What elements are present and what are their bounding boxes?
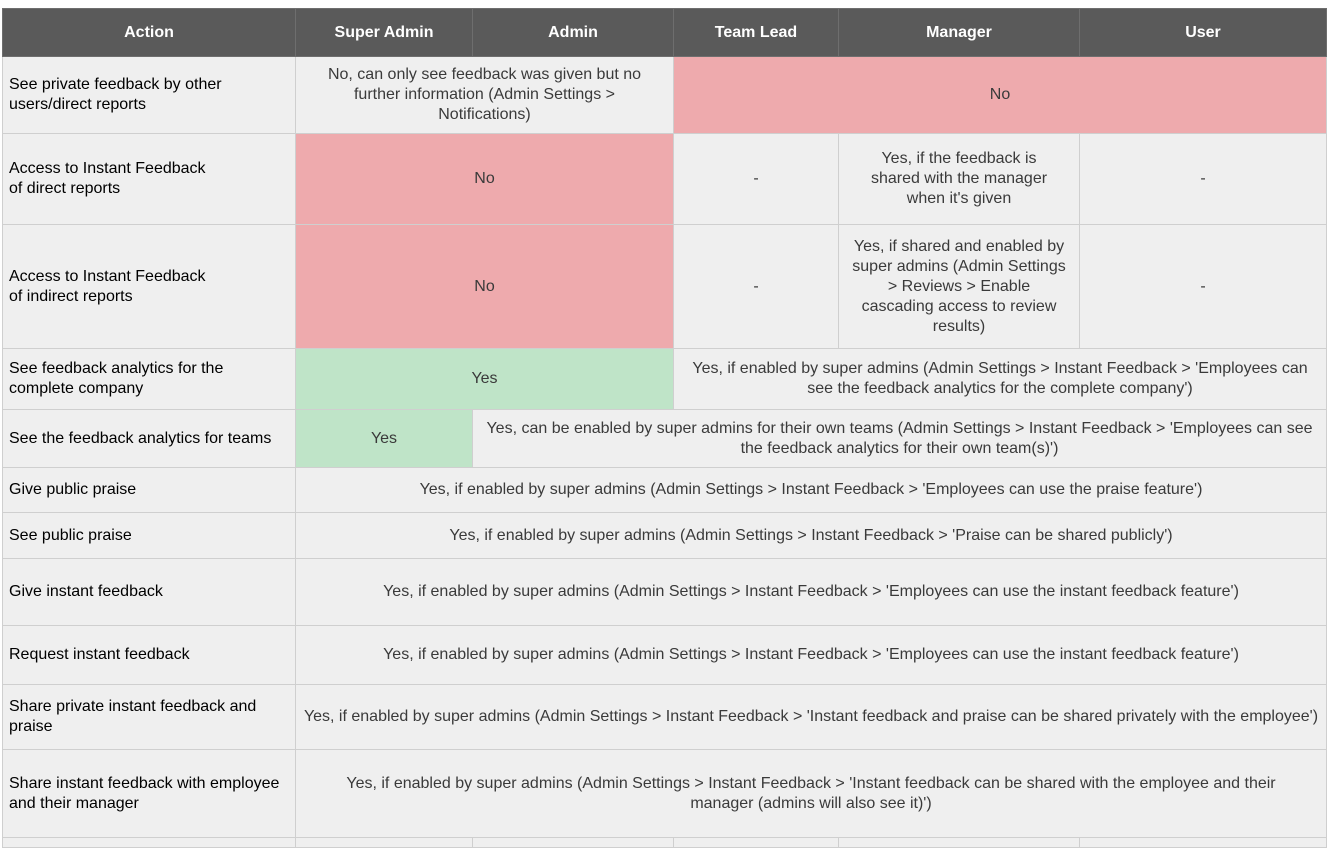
header-admin: Admin <box>473 9 674 57</box>
permission-cell <box>296 750 1327 838</box>
permission-text: No, can only see feedback was given but no further information (Admin Settings > Notifications) <box>327 66 642 123</box>
permission-cell: - <box>1080 225 1327 349</box>
action-cell <box>3 750 296 838</box>
table-row-truncated <box>3 838 1327 848</box>
permission-cell-no: No <box>296 225 674 349</box>
table-row <box>3 57 1327 134</box>
table-row <box>3 513 1327 559</box>
permission-cell: - <box>674 134 839 225</box>
action-cell <box>3 225 296 349</box>
empty-cell <box>296 838 473 848</box>
permission-cell-yes: Yes <box>296 410 473 468</box>
table-row <box>3 225 1327 349</box>
permission-cell <box>296 57 674 134</box>
permission-cell: - <box>674 225 839 349</box>
header-manager: Manager <box>839 9 1080 57</box>
table-row <box>3 685 1327 750</box>
action-cell: See private feedback by other users/direct reports <box>3 57 296 134</box>
permission-text: Yes, if shared and enabled by super admins (Admin Settings > Reviews > Enable cascading access to review results) <box>852 237 1066 335</box>
table-row <box>3 559 1327 626</box>
header-row <box>3 9 1327 57</box>
header-super-admin: Super Admin <box>296 9 473 57</box>
action-cell: See the feedback analytics for teams <box>3 410 296 468</box>
action-cell: Give public praise <box>3 468 296 513</box>
table-row <box>3 349 1327 410</box>
table-row <box>3 626 1327 685</box>
permission-cell: Yes, if enabled by super admins (Admin Settings > Instant Feedback > 'Employees can use the instant feedback feature') <box>296 626 1327 685</box>
permission-cell: Yes, if enabled by super admins (Admin Settings > Instant Feedback > 'Employees can use the praise feature') <box>296 468 1327 513</box>
action-cell: Request instant feedback <box>3 626 296 685</box>
empty-cell <box>674 838 839 848</box>
permission-cell-no: No <box>296 134 674 225</box>
action-cell: Give instant feedback <box>3 559 296 626</box>
permission-cell-no: No <box>674 57 1327 134</box>
action-line: of direct reports <box>9 180 121 197</box>
action-cell: See public praise <box>3 513 296 559</box>
permission-text: Yes, if the feedback is shared with the manager when it's given <box>870 150 1048 207</box>
empty-cell <box>3 838 296 848</box>
table-row <box>3 468 1327 513</box>
permission-cell-yes: Yes <box>296 349 674 410</box>
action-line: of indirect reports <box>9 287 133 305</box>
permission-cell: Yes, if enabled by super admins (Admin Settings > Instant Feedback > 'Praise can be shared publicly') <box>296 513 1327 559</box>
table-row <box>3 410 1327 468</box>
permission-text: Yes, if enabled by super admins (Admin Settings > Instant Feedback > 'Instant feedback can be shared with the employee and their manager (admins will also see it)') <box>346 774 1276 812</box>
action-cell <box>3 134 296 225</box>
permission-cell: - <box>1080 134 1327 225</box>
empty-cell <box>473 838 674 848</box>
permission-cell: Yes, if enabled by super admins (Admin Settings > Instant Feedback > 'Instant feedback and praise can be shared privately with the employee') <box>296 685 1327 750</box>
header-action: Action <box>3 9 296 57</box>
action-line: Share instant feedback with employee <box>9 774 280 792</box>
permission-cell <box>839 134 1080 225</box>
action-line: Access to Instant Feedback <box>9 267 206 285</box>
permission-cell <box>839 225 1080 349</box>
action-line: and their manager <box>9 794 139 812</box>
action-line: Access to Instant Feedback <box>9 160 206 177</box>
action-cell: Share private instant feedback and praise <box>3 685 296 750</box>
header-user: User <box>1080 9 1327 57</box>
permission-cell: Yes, if enabled by super admins (Admin Settings > Instant Feedback > 'Employees can see the feedback analytics for the complete company') <box>674 349 1327 410</box>
header-team-lead: Team Lead <box>674 9 839 57</box>
table-row <box>3 134 1327 225</box>
permission-cell: Yes, can be enabled by super admins for their own teams (Admin Settings > Instant Feedback > 'Employees can see the feedback analytics for their own team(s)') <box>473 410 1327 468</box>
empty-cell <box>839 838 1080 848</box>
empty-cell <box>1080 838 1327 848</box>
table-row <box>3 750 1327 838</box>
permissions-table <box>2 8 1327 848</box>
permission-cell: Yes, if enabled by super admins (Admin Settings > Instant Feedback > 'Employees can use the instant feedback feature') <box>296 559 1327 626</box>
action-cell: See feedback analytics for the complete company <box>3 349 296 410</box>
